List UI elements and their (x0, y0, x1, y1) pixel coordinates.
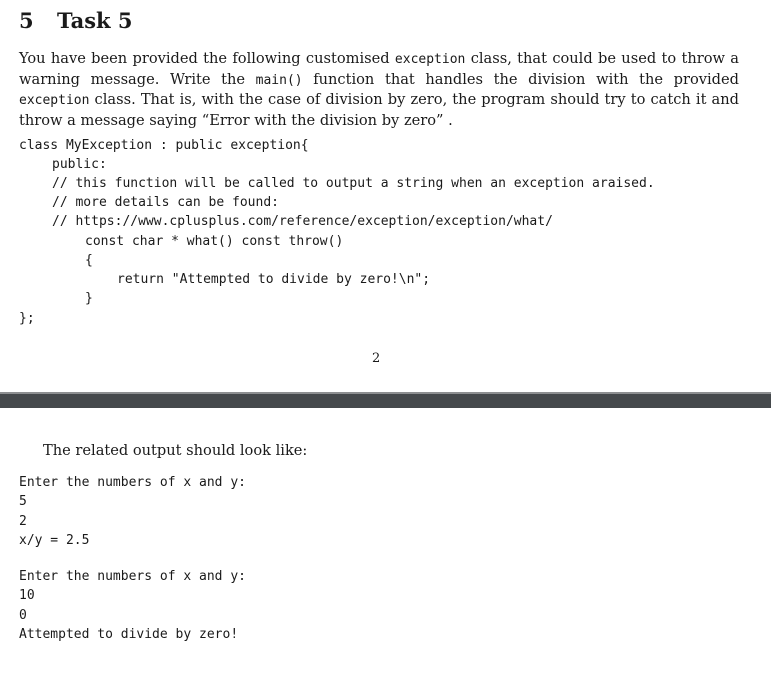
code-line: public: (52, 157, 107, 172)
output-line: Enter the numbers of x and y: (19, 475, 246, 490)
section-title: Task 5 (57, 8, 133, 33)
section-heading (19, 8, 133, 33)
para-text-4: class. That is, with the case of division by zero, the program should try to catch it and throw a message saying “Error with the division by zero” . (19, 91, 739, 129)
output-line: Attempted to divide by zero! (19, 627, 239, 642)
section-number: 5 (19, 8, 34, 33)
output-line: 5 (19, 494, 27, 509)
para-text-2: class, that could be used to throw a warning message. Write the (19, 50, 739, 88)
document-page-2 (0, 408, 771, 684)
output-intro: The related output should look like: (43, 442, 308, 459)
code-line: class MyException : public exception{ (19, 138, 309, 153)
code-line: const char * what() const throw() (85, 234, 344, 249)
code-line: }; (19, 311, 35, 326)
output-line: 10 (19, 588, 35, 603)
inline-code-exception-2: exception (19, 93, 90, 109)
inline-code-exception: exception (394, 52, 466, 67)
output-line: 0 (19, 608, 27, 623)
code-line: return "Attempted to divide by zero!\n"; (117, 272, 431, 287)
output-line: Enter the numbers of x and y: (19, 569, 246, 584)
page-number: 2 (372, 351, 381, 366)
output-line: x/y = 2.5 (19, 533, 90, 548)
code-line: // this function will be called to output a string when an exception araised. (52, 176, 655, 191)
para-text-3: function that handles the division with the provided (302, 70, 739, 88)
task-description (19, 49, 739, 130)
inline-code-main: main() (255, 72, 303, 88)
code-line: { (85, 253, 93, 268)
page-separator (0, 392, 771, 408)
para-text-1: You have been provided the following customised (19, 50, 395, 67)
code-line: } (85, 291, 93, 306)
output-line: 2 (19, 514, 27, 529)
code-line: // https://www.cplusplus.com/reference/exception/exception/what/ (52, 214, 553, 229)
code-line: // more details can be found: (52, 195, 279, 210)
